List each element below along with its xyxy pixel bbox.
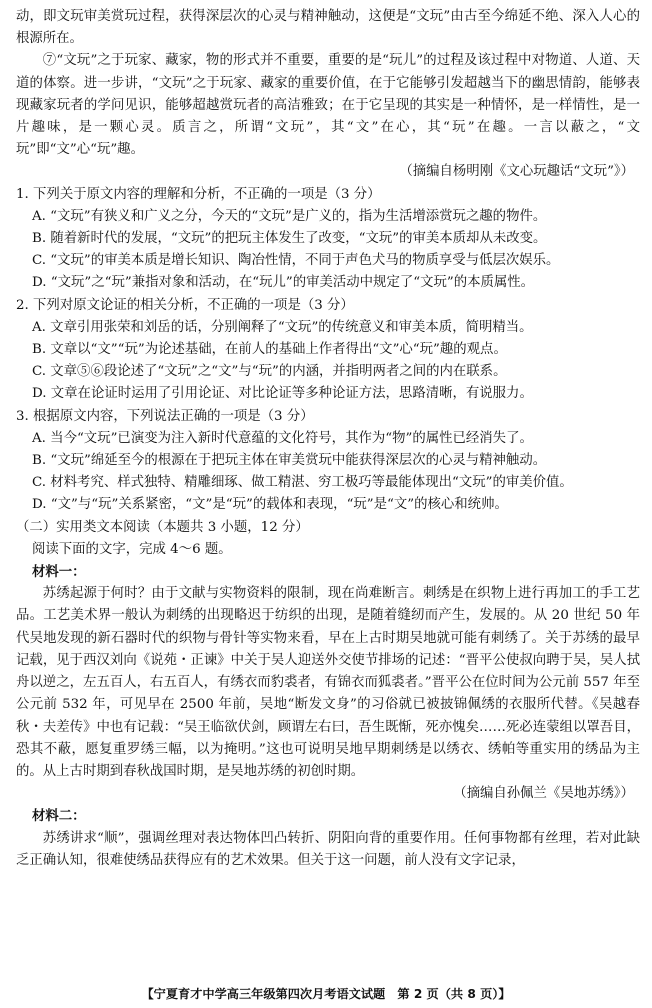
passage-source: （摘编自杨明刚《文心玩趣话“文玩”》）: [399, 164, 634, 180]
option-a: A. “文玩”有狭义和广义之分，今天的“文玩”是广义的，指为生活增添赏玩之趣的物件。: [32, 208, 547, 224]
question-2: [16, 295, 640, 406]
section-instruction: 阅读下面的文字，完成 4～6 题。: [32, 541, 232, 557]
option-d: D. 文章在论证时运用了引用论证、对比论证等多种论证方法，思路清晰，有说服力。: [32, 386, 533, 402]
question-1: [16, 184, 640, 295]
option-b: B. 文章以“文”“玩”为论述基础，在前人的基础上作者得出“文”心“玩”趣的观点。: [32, 342, 507, 358]
material-1-text: 苏绣起源于何时？由于文献与实物资料的限制，现在尚难断言。刺绣是在织物上进行再加工的手工艺品。工艺美术界一般认为刺绣的出现略迟于纺织的出现，是随着缝纫而产生，发展的。从 20 世纪 50 年代吴地发现的新石器时代的织物与骨针等实物来看，早在上古时期吴地就可能有刺绣了。关于苏绣的最早记载，见于西汉刘向《说苑・正谏》中关于吴人迎送外交使节排场的记述：“晋平公使叔向聘于吴，吴人拭舟以逆之，左五百人，右五百人，有绣衣而豹裘者，有锦衣而狐裘者。”晋平公在位时间为公元前 557 年至公元前 532 年，可见早在 2500 年前，吴地“断发文身”的习俗就已被披锦佩绣的衣服所代替。《吴越春秋・夫差传》中也有记载：“吴王临欲伏剑，顾谓左右曰，吾生既惭，死亦愧矣……死必连蒙组以罩吾目，恐其不蔽，愿复重罗绣三幅，以为掩明。”这也可说明吴地早期刺绣是以绣衣、绣帕等重实用的绣品为主的。从上古时期到春秋战国时期，是吴地苏绣的初创时期。: [16, 586, 640, 779]
passage-continuation: 动，即文玩审美赏玩过程，获得深层次的心灵与精神触动，这便是“文玩”由古至今绵延不绝、深入人心的根源所在。: [16, 9, 640, 47]
question-3: [16, 406, 640, 517]
option-b: B. “文玩”绵延至今的根源在于把玩主体在审美赏玩中能获得深层次的心灵与精神触动。: [32, 453, 547, 469]
material-2-text: 苏绣讲求“顺”，强调丝理对表达物体凹凸转折、阴阳向背的重要作用。任何事物都有丝理，若对此缺乏正确认知，很难使绣品获得应有的艺术效果。但关于这一问题，前人没有文字记录，: [16, 830, 640, 868]
question-stem: 1. 下列关于原文内容的理解和分析，不正确的一项是（3 分）: [16, 186, 381, 202]
option-c: C. 材料考究、样式独特、精雕细琢、做工精湛、穷工极巧等最能体现出“文玩”的审美价值。: [32, 475, 573, 491]
material-1-title: 材料一：: [32, 564, 86, 581]
option-a: A. 文章引用张荣和刘岳的话，分别阐释了“文玩”的传统意义和审美本质，简明精当。: [32, 319, 533, 335]
question-stem: 3. 根据原文内容，下列说法正确的一项是（3 分）: [16, 408, 314, 424]
material-1-source: （摘编自孙佩兰《吴地苏绣》）: [453, 786, 634, 802]
question-stem: 2. 下列对原文论证的相关分析，不正确的一项是（3 分）: [16, 297, 354, 313]
material-2-title: 材料二：: [32, 808, 86, 825]
option-d: D. “文”与“玩”关系紧密，“文”是“玩”的载体和表现，“玩”是“文”的核心和统帅。: [32, 497, 508, 513]
option-a: A. 当今“文玩”已演变为注入新时代意蕴的文化符号，其作为“物”的属性已经消失了。: [32, 430, 533, 446]
option-c: C. “文玩”的审美本质是增长知识、陶冶性情，不同于声色犬马的物质享受与低层次娱乐。: [32, 253, 560, 269]
option-b: B. 随着新时代的发展，“文玩”的把玩主体发生了改变，“文玩”的审美本质却从未改变。: [32, 231, 547, 247]
document-page: [16, 6, 640, 872]
paragraph-7: ⑦“文玩”之于玩家、藏家，物的形式并不重要，重要的是“玩儿”的过程及该过程中对物道、人道、天道的体察。进一步讲，“文玩”之于玩家、藏家的重要价值，在于它能够引发超越当下的幽思情韵，能够表现藏家玩者的学问见识，能够超越赏玩者的高洁雅致；在于它呈现的其实是一种情怀，是一样情性，是一片趣味，是一颗心灵。质言之，所谓“文玩”，其“文”在心，其“玩”在趣。一言以蔽之，“文玩”即“文”心“玩”趣。: [16, 53, 640, 158]
option-c: C. 文章⑤⑥段论述了“文玩”之“文”与“玩”的内涵，并指明两者之间的内在联系。: [32, 364, 507, 380]
option-d: D. “文玩”之“玩”兼指对象和活动，在“玩儿”的审美活动中规定了“文玩”的本质属性。: [32, 275, 535, 291]
page-footer: 【宁夏育才中学高三年级第四次月考语文试题 第 2 页（共 8 页）】: [141, 987, 511, 1001]
section-heading: （二）实用类文本阅读（本题共 3 小题，12 分）: [16, 519, 309, 535]
